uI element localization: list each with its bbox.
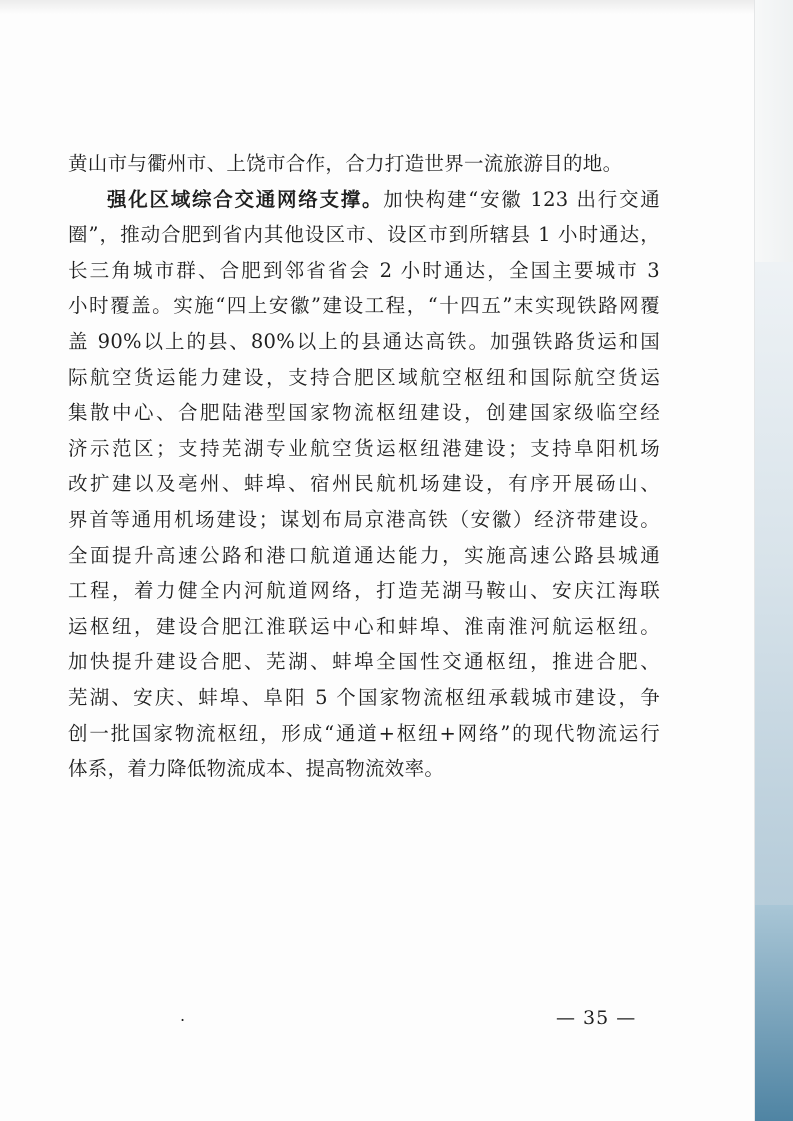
body-line bbox=[68, 573, 660, 609]
line-text: 圈”，推动合肥到省内其他设区市、设区市到所辖县 1 小时通达， bbox=[68, 223, 660, 247]
body-text bbox=[68, 146, 660, 787]
line-text: 运枢纽，建设合肥江淮联运中心和蚌埠、淮南淮河航运枢纽。 bbox=[68, 614, 660, 638]
line-text: 加快构建“安徽 123 出行交通 bbox=[383, 187, 660, 211]
body-line bbox=[68, 217, 660, 253]
body-line bbox=[68, 253, 660, 289]
line-text: 小时覆盖。实施“四上安徽”建设工程，“十四五”末实现铁路网覆 bbox=[68, 294, 660, 318]
line-text: 黄山市与衢州市、上饶市合作，合力打造世界一流旅游目的地。 bbox=[68, 152, 623, 175]
body-line bbox=[68, 288, 660, 324]
body-line bbox=[68, 644, 660, 680]
line-text: 体系，着力降低物流成本、提高物流效率。 bbox=[68, 757, 445, 781]
line-text: 全面提升高速公路和港口航道通达能力，实施高速公路县城通 bbox=[68, 543, 660, 567]
line-text: 集散中心、合肥陆港型国家物流枢纽建设，创建国家级临空经 bbox=[68, 401, 660, 425]
body-line bbox=[68, 680, 660, 716]
body-line bbox=[68, 609, 660, 645]
body-line bbox=[68, 502, 660, 538]
body-line bbox=[68, 324, 660, 360]
body-line bbox=[68, 395, 660, 431]
line-text: 改扩建以及亳州、蚌埠、宿州民航机场建设，有序开展砀山、 bbox=[68, 472, 660, 496]
page-number: — 35 — bbox=[556, 1007, 637, 1029]
body-line bbox=[68, 751, 660, 787]
line-text: 盖 90%以上的县、80%以上的县通达高铁。加强铁路货运和国 bbox=[68, 329, 660, 353]
body-line bbox=[68, 146, 660, 182]
body-line bbox=[68, 466, 660, 502]
line-text: 创一批国家物流枢纽，形成“通道+枢纽+网络”的现代物流运行 bbox=[68, 721, 660, 745]
scan-right-edge-dark bbox=[755, 905, 793, 1121]
body-line bbox=[68, 182, 660, 218]
line-text: 长三角城市群、合肥到邻省省会 2 小时通达，全国主要城市 3 bbox=[68, 258, 660, 282]
line-text: 界首等通用机场建设；谋划布局京港高铁（安徽）经济带建设。 bbox=[68, 507, 660, 531]
body-line bbox=[68, 716, 660, 752]
line-text: 芜湖、安庆、蚌埠、阜阳 5 个国家物流枢纽承载城市建设，争 bbox=[68, 685, 660, 709]
line-text: 际航空货运能力建设，支持合肥区域航空枢纽和国际航空货运 bbox=[68, 365, 660, 389]
line-text: 工程，着力健全内河航道网络，打造芜湖马鞍山、安庆江海联 bbox=[68, 579, 660, 603]
body-line bbox=[68, 538, 660, 574]
line-text: 加快提升建设合肥、芜湖、蚌埠全国性交通枢纽，推进合肥、 bbox=[68, 650, 660, 674]
body-line bbox=[68, 431, 660, 467]
section-heading: 强化区域综合交通网络支撑。 bbox=[107, 187, 384, 211]
body-line bbox=[68, 360, 660, 396]
scan-top-shadow bbox=[0, 0, 793, 14]
stray-mark: . bbox=[180, 1006, 186, 1025]
line-text: 济示范区；支持芜湖专业航空货运枢纽港建设；支持阜阳机场 bbox=[68, 436, 660, 460]
